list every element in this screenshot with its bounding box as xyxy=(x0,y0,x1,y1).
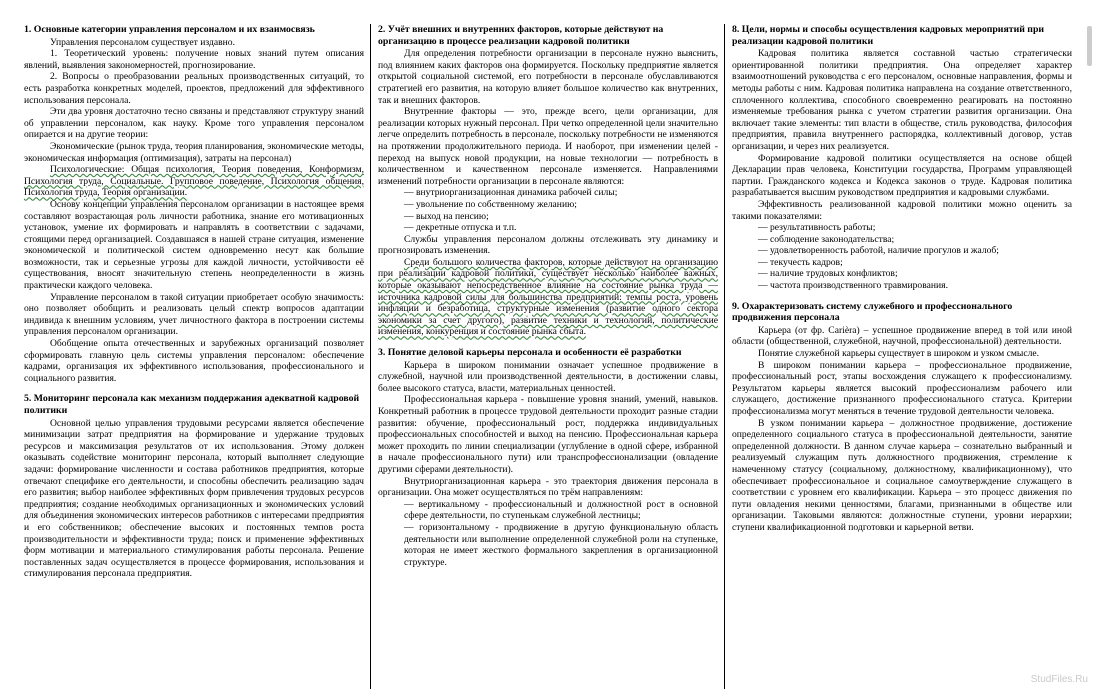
paragraph: Эти два уровня достаточно тесно связаны и представляют структуру знаний об управлении персоналом, как науку. Кроме того управления персоналом опирается и на другие теории: xyxy=(24,106,364,141)
paragraph: В узком понимании карьера – должностное продвижение, достижение определенного социального статуса в профессиональной деятельности, занятие определенной должности. В данном случае карьера – сознательно выбранный и реализуемый служащим путь должностного продвижения, стремление к намеченному статусу (социальному, должностному, квалификационному), что обеспечивает профессиональное и социальное самоутверждение служащего в соответствии с уровнем его квалификации. Карьера – это процесс движения по пути овладения некими ценностями, благами, признанными в обществе или организации. Таковыми являются: должностные ступени, уровни иерархии; ступени квалификационной подготовки и карьерной ветви. xyxy=(732,417,1072,533)
paragraph: Формирование кадровой политики осуществляется на основе общей Декларации прав человека, Конституции государства, Программ управляющей партии. Гражданского кодекса и Кодекса законов о труде. Кадровая политика разрабатывается высшим руководством предприятия и кадровыми службами. xyxy=(732,152,1072,199)
list-item: — соблюдение законодательства; xyxy=(758,233,895,245)
paragraph: Психологические: Общая психология, Теория поведения, Конформизм, Психология труда, Социальные. Групповое поведение, Психология общения, Психология труда, Теория организации. xyxy=(24,164,364,199)
list-item: — результативность работы; xyxy=(758,222,876,234)
list-item: — горизонтальному - продвижение в другую функциональную область деятельности или выполнение определенной служебной роли на ступеньке, которая не имеет жесткого формального закрепления в организационной структуре. xyxy=(404,521,718,568)
paragraph: 1. Теоретический уровень: получение новых знаний путем описания явлений, выявления закономерностей, прогнозирование. xyxy=(24,48,364,71)
paragraph: Управление персоналом в такой ситуации приобретает особую значимость: оно позволяет обобщить и реализовать целый спектр вопросов адаптации индивида к внешним условиям, учет личностного фактора в построении системы управления персоналом организации. xyxy=(24,291,364,338)
section-3-heading: 3. Понятие деловой карьеры персонала и особенности её разработки xyxy=(378,347,682,359)
column-2 xyxy=(378,24,725,689)
list-item: — удовлетворенность работой, наличие прогулов и жалоб; xyxy=(758,245,999,257)
scrollbar-thumb[interactable] xyxy=(1087,26,1092,66)
paragraph: Эффективность реализованной кадровой политики можно оценить за такими показателями: xyxy=(732,198,1072,222)
list-item: — внутриорганизационная динамика рабочей силы; xyxy=(404,187,618,199)
paragraph: Профессиональная карьера - повышение уровня знаний, умений, навыков. Конкретный работник в процессе трудовой деятельности проходит разные стадии развития: обучение, профессиональный рост, поддержка индивидуальных профессиональных способностей и выход на пенсию. Профессиональная карьера может проходить по линии специализации (углубление в одной сфере, избранной в начале профессионального пути) или транспрофессионализации (овладение другими сферами деятельности). xyxy=(378,394,718,475)
paragraph: Среди большого количества факторов, которые действуют на организацию при реализации кадровой политики, существует несколько наиболее важных, которые оказывают непосредственное влияние на состояние рынка труда — источника кадровой силы для большинства предприятий: темпы роста, уровень инфляции и безработица, структурные изменения (развитие одного сектора экономики за счет другого), развитие техники и технологий, политические изменения, конкуренция и состояние рынка сбыта. xyxy=(378,256,718,338)
watermark: StudFiles.Ru xyxy=(1030,674,1088,685)
paragraph: Управления персоналом существует издавно. xyxy=(50,36,235,48)
list-item: — частота производственного травмирования. xyxy=(758,280,948,292)
paragraph: Службы управления персоналом должны отслеживать эту динамику и прогнозировать изменения. xyxy=(378,233,718,257)
paragraph: Обобщение опыта отечественных и зарубежных организаций позволяет сформировать главную цель системы управления персоналом: обеспечение кадрами, организация их эффективного использования, профессионального и социального развития. xyxy=(24,338,364,384)
list-item: — выход на пенсию; xyxy=(404,210,489,222)
section-5-heading: 5. Мониторинг персонала как механизм поддержания адекватной кадровой политики xyxy=(24,393,360,416)
paragraph: Внутренние факторы — это, прежде всего, цели организации, для реализации которых нужный персонал. При четко определенной цели значительно легче определить потребность в персонале, поскольку потребности не изменяются на протяжении продолжительного периода. И наоборот, при изменении целей - переход на выпуск новой продукции, на новые технологии — потребность в количественном и качественном персонале изменяется. Направлениями изменений потребности организации в персонале являются: xyxy=(378,106,718,187)
three-column-layout xyxy=(24,24,1078,689)
paragraph: Для определения потребности организации в персонале нужно выяснить, под влиянием каких факторов она формируется. Поскольку предприятие является открытой социальной системой, его потребности в персонале обуславливаются стратегией его развития, на которую влияет большое количество как внутренних, так и внешних факторов. xyxy=(378,48,718,106)
paragraph: Основу концепции управления персоналом организации в настоящее время составляют возрастающая роль личности работника, знание его мотивационных установок, умение их формировать и направлять в соответствии с задачами, стоящими перед организацией. Создавшаяся в нашей стране ситуация, изменение экономической и политической систем одновременно несут как большие возможности, так и серьезные угрозы для каждой личности, устойчивости её существования, вносят значительную степень неопределенности в жизнь практически каждого человека. xyxy=(24,198,364,292)
paragraph: 2. Вопросы о преобразовании реальных производственных ситуаций, то есть разработка конкретных моделей, проектов, предложений для эффективного использования персонала. xyxy=(24,71,364,106)
paragraph: Карьера (от фр. Carièra) – успешное продвижение вперед в той или иной области (общественной, служебной, научной, профессиональной) деятельности. xyxy=(732,324,1072,348)
list-item: — наличие трудовых конфликтов; xyxy=(758,268,898,280)
paragraph: Кадровая политика является составной частью стратегически ориентированной политики предприятия. Она определяет характер взаимоотношений руководства с его персоналом, основные направления, формы и методы работы с ним. Кадровая политика направлена на создание ответственного, сплоченного коллектива, способного своевременно реагировать на постоянно изменяемые требования рынка с учетом стратегии развития организации. Она включает такие элементы: тип власти в обществе, стиль руководства, философия предприятия, правила внутреннего распорядка, коллективный договор, устав организации, и через них реализуется. xyxy=(732,48,1072,152)
column-3 xyxy=(732,24,1072,689)
paragraph: В широком понимании карьера – профессиональное продвижение, профессиональный рост, этапы восхождения служащего к профессионализму. Результатом карьеры является высокий профессионализм рабочего или служащего, достижение признанного профессионального статуса. Критерии профессионализма могут меняться в течение трудовой деятельности человека. xyxy=(732,359,1072,417)
page-top-margin xyxy=(0,0,1094,20)
list-item: — декретные отпуска и т.п. xyxy=(404,222,517,234)
section-8-heading: 8. Цели, нормы и способы осуществления кадровых мероприятий при реализации кадровой политики xyxy=(732,24,1045,47)
paragraph: Внутриорганизационная карьера - это траектория движения персонала в организации. Она может осуществляться по трём направлениям: xyxy=(378,475,718,499)
paragraph: Экономические (рынок труда, теория планирования, экономические методы, экономическая информация (оптимизация), затраты на персонал) xyxy=(24,140,364,164)
list-item: — вертикальному - профессиональный и должностной рост в основной сфере деятельности, по ступенькам служебной лестницы; xyxy=(404,498,718,522)
paragraph: Понятие служебной карьеры существует в широком и узком смысле. xyxy=(758,348,1040,360)
column-1 xyxy=(24,24,371,689)
list-item: — текучесть кадров; xyxy=(758,256,843,268)
paragraph: Карьера в широком понимании означает успешное продвижение в служебной, научной или производственной деятельности, в достижении славы, более высокого статуса, власти, материальных ценностей. xyxy=(378,359,718,394)
section-1-heading: 1. Основные категории управления персоналом и их взаимосвязь xyxy=(24,24,315,35)
list-item: — увольнение по собственному желанию; xyxy=(404,198,577,210)
section-2-heading: 2. Учёт внешних и внутренних факторов, которые действуют на организацию в процессе реализации кадровой политики xyxy=(378,24,664,47)
paragraph: Основной целью управления трудовыми ресурсами является обеспечение минимизации затрат предприятия на формирование и удержание трудовых ресурсов и максимизация результатов от их использования. Этому должен оказывать содействие мониторинг персонала, который выполняет следующие задачи: формирование численности и состава работников предприятия, которые отвечают специфике его деятельности, и способны обеспечить реализацию задач его развития; выбор наиболее эффективных форм привлечения трудовых ресурсов предприятия; создание необходимых организационных и экономических условий для объединения экономических интересов работников с интересами предприятия и его собственников; обеспечение высоких и постоянных темпов роста производительности и эффективности труда; поиск и применение эффективных форм мотивации и материального стимулирования работы персонала. Решение поставленных задач осуществляется в процессе формирования, использования и стимулирования персонала предприятия. xyxy=(24,417,364,580)
section-9-heading: 9. Охарактеризовать систему служебного и профессионального продвижения персонала xyxy=(732,300,1013,324)
